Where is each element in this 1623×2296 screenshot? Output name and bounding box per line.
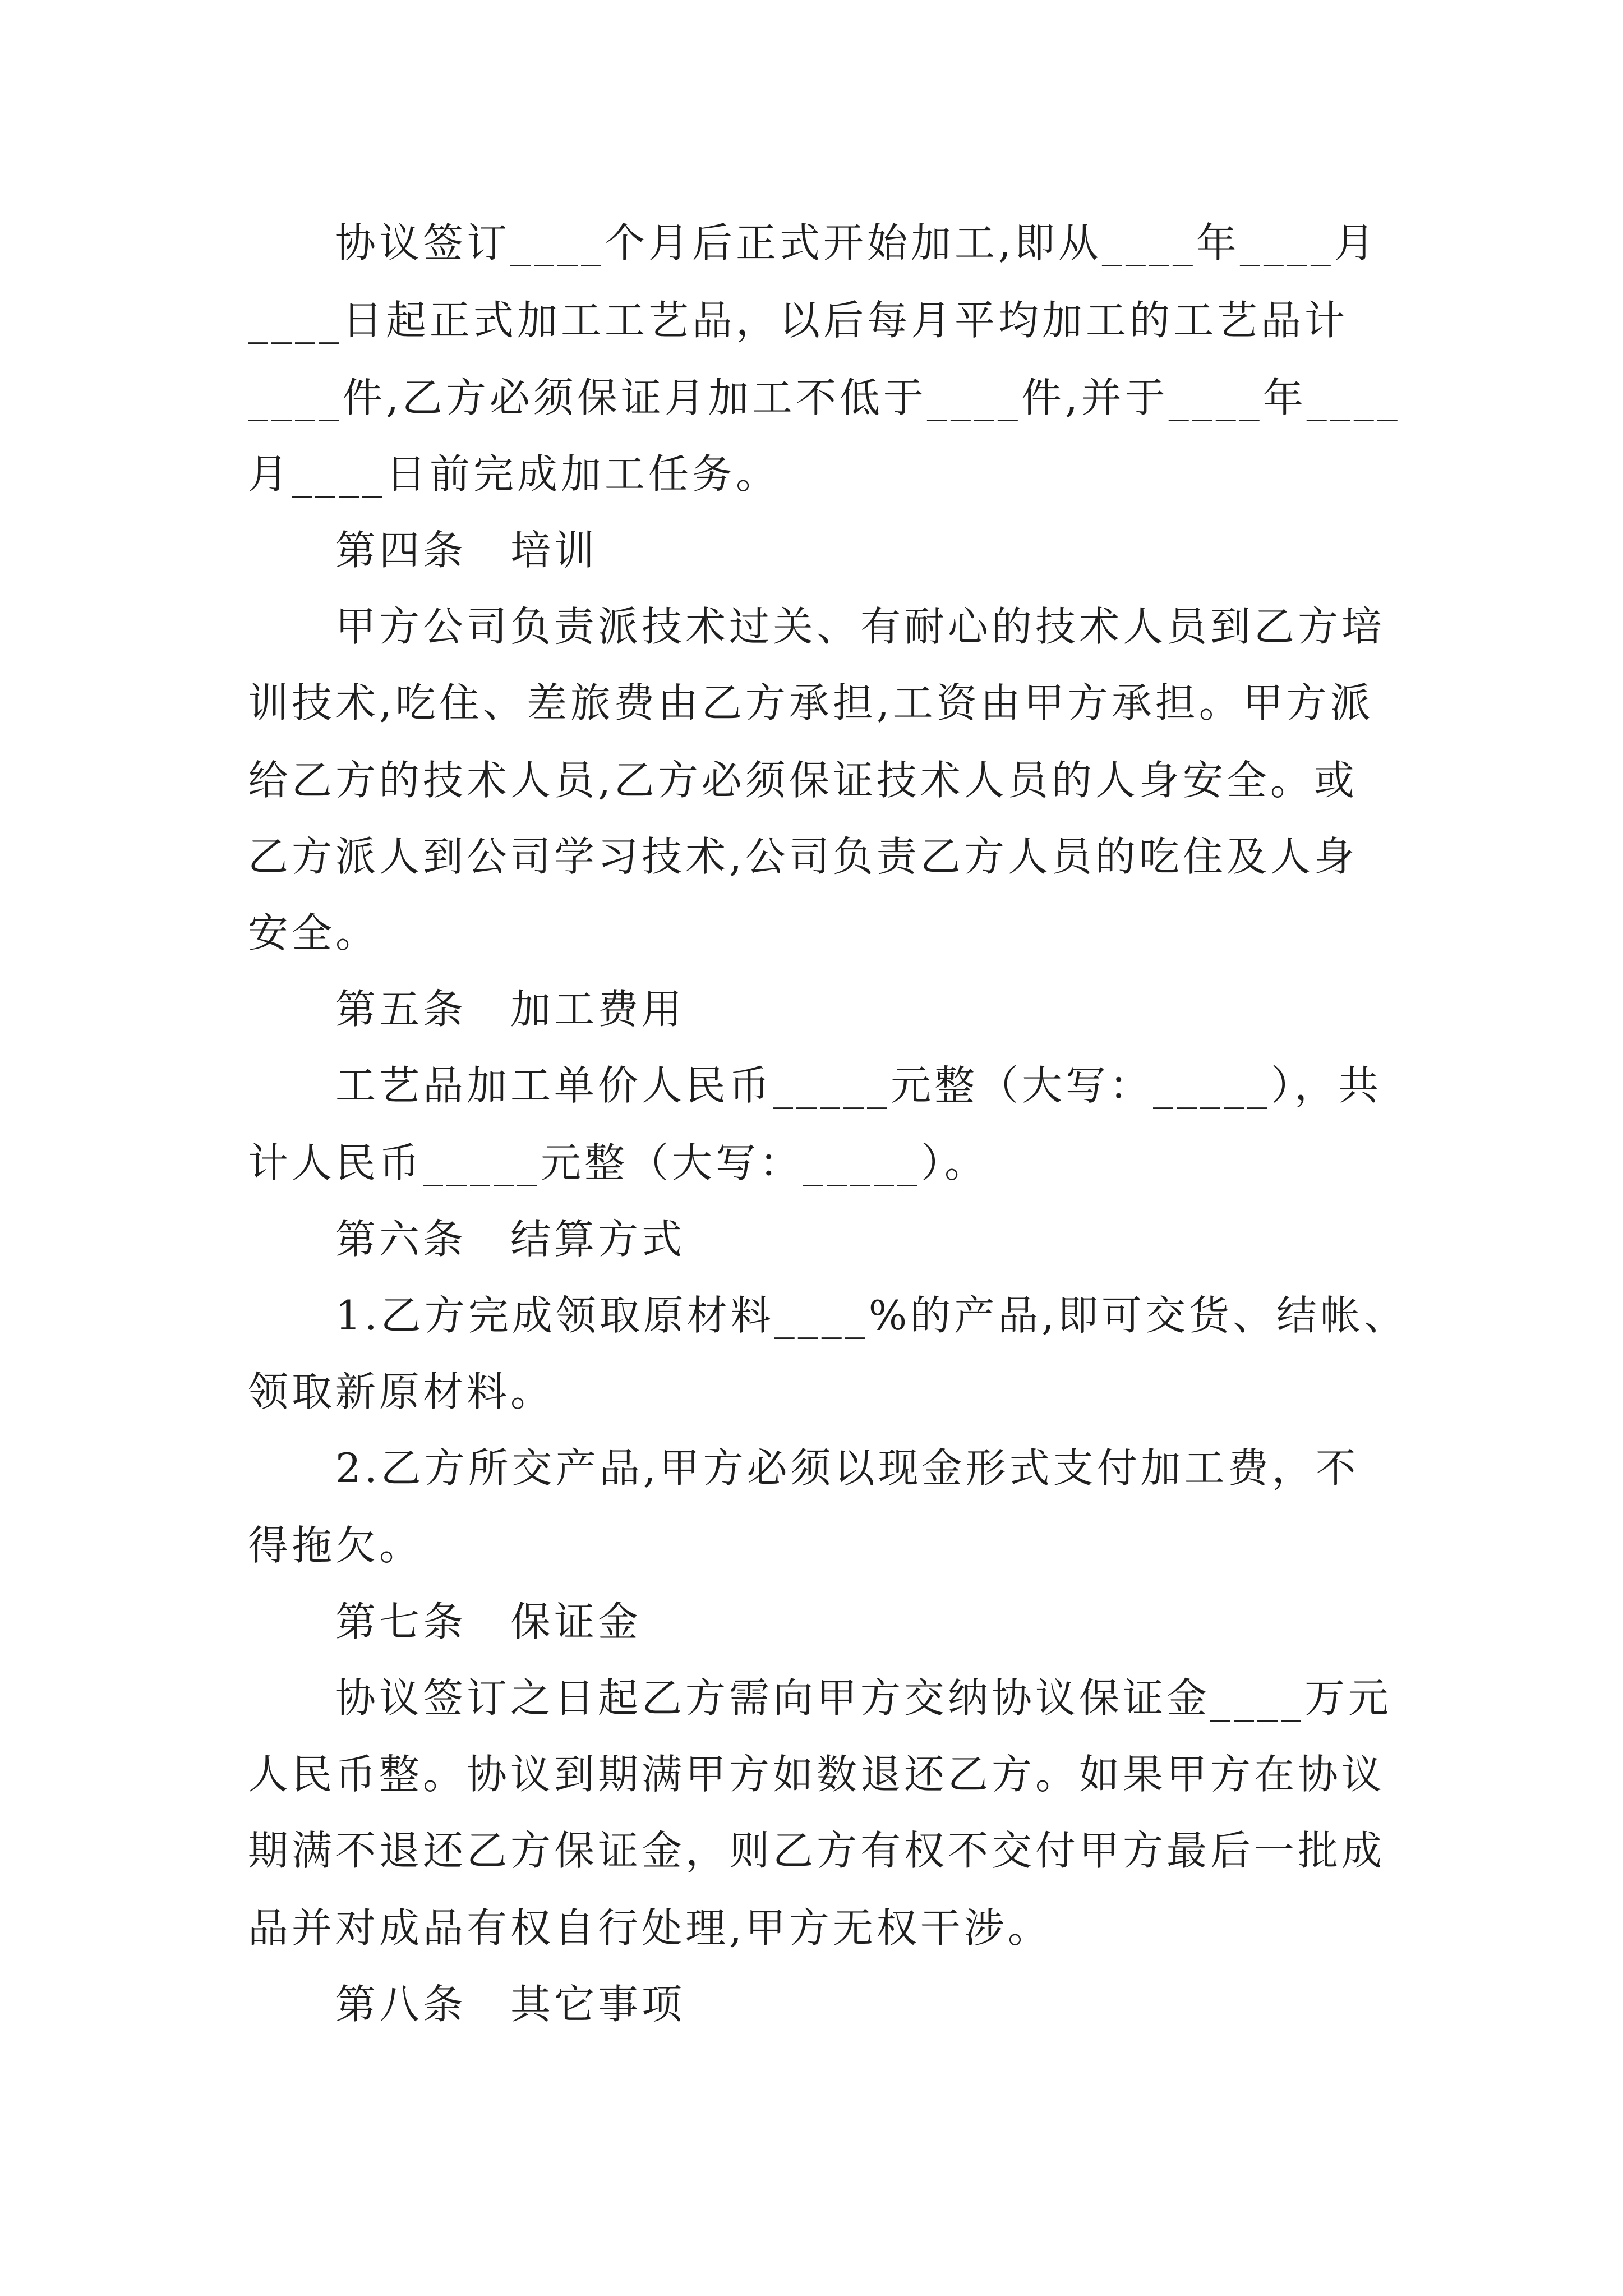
paragraph-line: ____日起正式加工工艺品，以后每月平均加工的工艺品计: [248, 297, 1349, 344]
paragraph-line: 甲方公司负责派技术过关、有耐心的技术人员到乙方培: [335, 603, 1386, 650]
paragraph-line: 计人民币_____元整（大写：_____）。: [248, 1139, 989, 1186]
paragraph-line: 月____日前完成加工任务。: [248, 450, 780, 498]
paragraph-line: 得拖欠。: [248, 1522, 423, 1569]
paragraph-line: 2.乙方所交产品,甲方必须以现金形式支付加工费，不: [335, 1444, 1359, 1492]
paragraph-line: 人民币整。协议到期满甲方如数退还乙方。如果甲方在协议: [248, 1751, 1386, 1798]
paragraph-line: 乙方派人到公司学习技术,公司负责乙方人员的吃住及人身: [248, 833, 1358, 880]
paragraph-line: 协议签订之日起乙方需向甲方交纳协议保证金____万元: [335, 1674, 1393, 1722]
paragraph-line: 安全。: [248, 909, 380, 956]
section-heading: 第五条 加工费用: [335, 986, 686, 1033]
paragraph-line: ____件,乙方必须保证月加工不低于____件,并于____年____: [248, 374, 1401, 421]
section-heading: 第四条 培训: [335, 527, 598, 574]
paragraph-line: 1.乙方完成领取原材料____%的产品,即可交货、结帐、: [335, 1292, 1408, 1339]
paragraph-line: 协议签订____个月后正式开始加工,即从____年____月: [335, 219, 1378, 266]
paragraph-line: 给乙方的技术人员,乙方必须保证技术人员的人身安全。或: [248, 757, 1358, 804]
paragraph-line: 期满不退还乙方保证金，则乙方有权不交付甲方最后一批成: [248, 1827, 1386, 1874]
paragraph-line: 工艺品加工单价人民币_____元整（大写：_____），共: [335, 1062, 1382, 1109]
paragraph-line: 领取新原材料。: [248, 1368, 555, 1415]
paragraph-line: 训技术,吃住、差旅费由乙方承担,工资由甲方承担。甲方派: [248, 679, 1374, 726]
section-heading: 第八条 其它事项: [335, 1981, 686, 2028]
paragraph-line: 品并对成品有权自行处理,甲方无权干涉。: [248, 1904, 1052, 1952]
section-heading: 第七条 保证金: [335, 1598, 642, 1645]
section-heading: 第六条 结算方式: [335, 1216, 686, 1263]
